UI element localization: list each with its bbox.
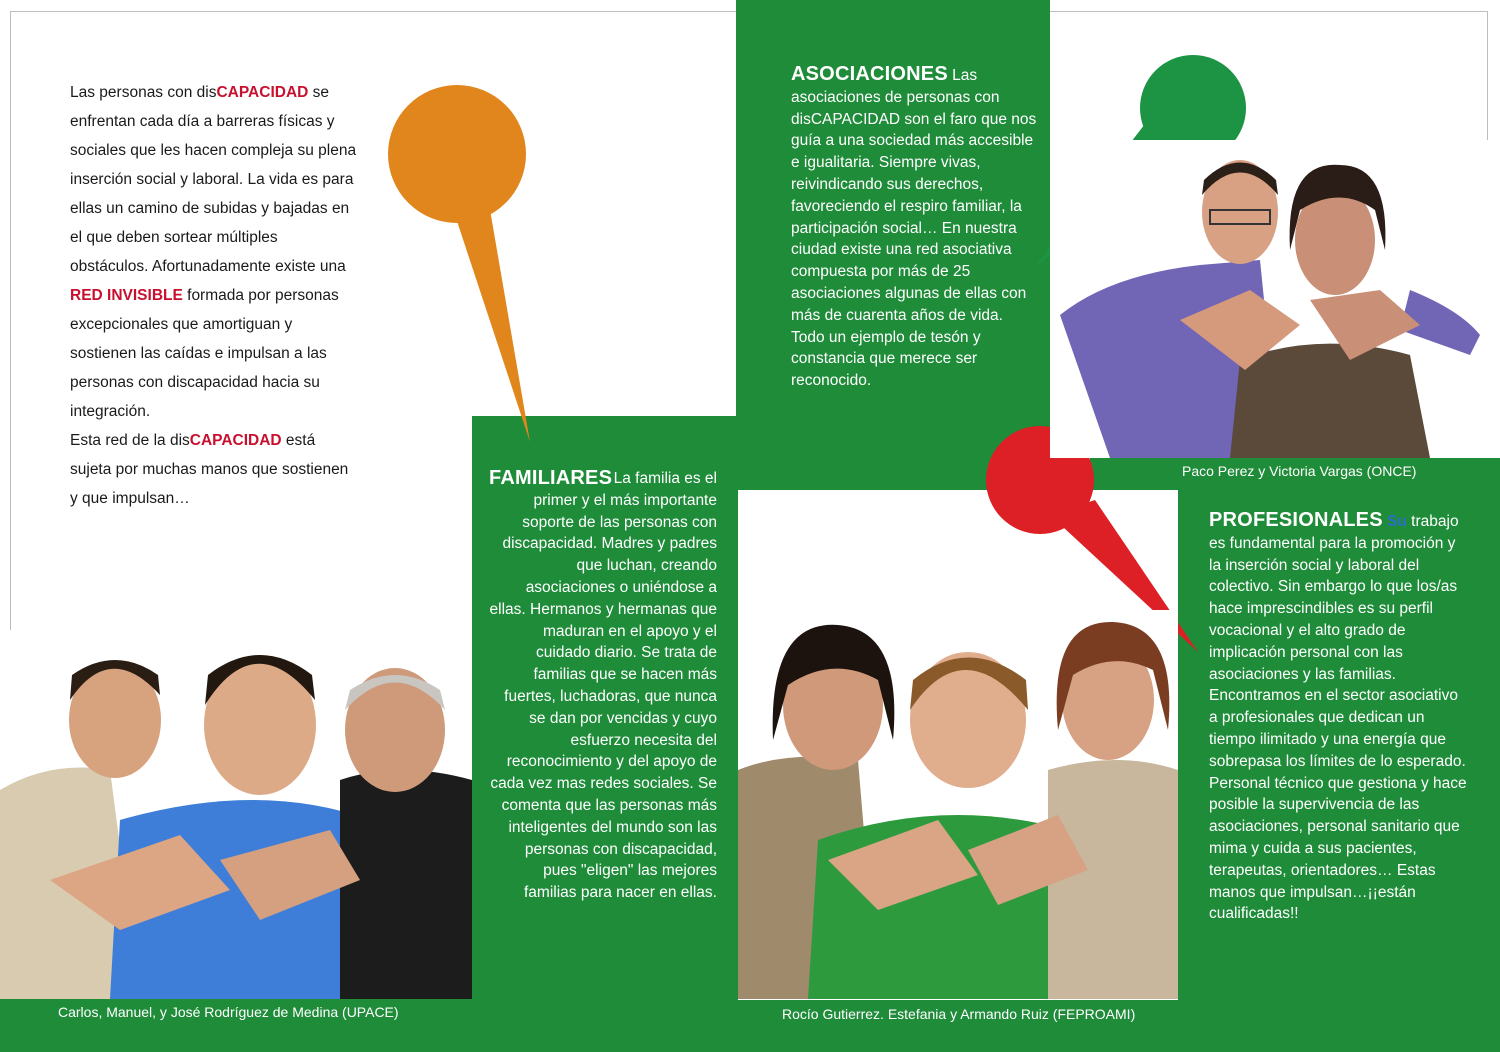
familiares-body: La familia es el primer y el más importante soporte de las personas con discapacidad. Madres y padres que luchan, creando asociaciones o uniéndose a ellas. Hermanos y hermanas que maduran en el apoyo y el cuidado diario. Se trata de familias que se hacen más fuertes, luchadoras, que nunca se dan por vencidas y cuyo esfuerzo necesita del reconocimiento y del apoyo de cada vez mas redes sociales. Se comenta que las personas más inteligentes del mundo son las personas con discapacidad, pues "eligen" las mejores familias para nacer en ellas.	[489, 470, 717, 902]
intro-second-paragraph	[70, 426, 360, 513]
intro-text-1: Las personas con dis	[70, 84, 217, 101]
asociaciones-text	[791, 64, 1037, 392]
intro-text-2: se enfrentan cada día a barreras físicas y sociales que les hacen compleja su plena inserción social y laboral. La vida es para ellas un camino de subidas y bajadas en el que deben sortear múltiples obstáculos. Afortunadamente existe una	[70, 84, 357, 275]
profesionales-text	[1209, 510, 1469, 925]
feproami-photo	[738, 610, 1178, 999]
intro-text-3: formada por personas excepcionales que amortiguan y sostienen las caídas e impulsan a las personas con discapacidad hacia su integración.	[70, 287, 339, 420]
intro-capacidad-highlight-2: CAPACIDAD	[189, 432, 282, 449]
familiares-heading: FAMILIARES	[489, 467, 613, 489]
asociaciones-body: Las asociaciones de personas con disCAPACIDAD son el faro que nos guía a una sociedad más accesible e igualitaria. Siempre vivas, reivindicando sus derechos, favoreciendo el respiro familiar, la participación social… En nuestra ciudad existe una red asociativa compuesta por más de 25 asociaciones algunas de ellas con más de cuarenta años de vida. Todo un ejemplo de tesón y constancia que merece ser reconocido.	[791, 67, 1037, 390]
profesionales-su: Su	[1382, 513, 1407, 530]
profesionales-body: trabajo es fundamental para la promoción y la inserción social y laboral del colectivo. Sin embargo lo que los/as hace imprescindibles es su perfil vocacional y el alto grado de implicación personal con las asociaciones y las familias. Encontramos en el sector asociativo a profesionales que dedican un tiempo ilimitado y una energía que sobrepasa los límites de lo esperado. Personal técnico que gestiona y hace posible la supervivencia de las asociaciones, personal sanitario que mima y cuida a sus pacientes, terapeutas, orientadores… Estas manos que impulsan…¡¡están cualificadas!!	[1209, 513, 1467, 923]
intro-text-4: Esta red de la dis	[70, 432, 190, 449]
caption-feproami: Rocío Gutierrez. Estefania y Armando Ruiz (FEPROAMI)	[782, 1006, 1136, 1022]
intro-first-paragraph	[70, 78, 360, 426]
red-invisible-highlight: RED INVISIBLE	[70, 287, 183, 304]
profesionales-heading: PROFESIONALES	[1209, 509, 1383, 531]
once-photo	[1050, 140, 1490, 458]
familiares-text	[489, 468, 717, 904]
asociaciones-heading: ASOCIACIONES	[791, 63, 948, 85]
caption-upace: Carlos, Manuel, y José Rodríguez de Medina (UPACE)	[58, 1004, 399, 1020]
caption-once: Paco Perez y Victoria Vargas (ONCE)	[1182, 463, 1417, 479]
upace-photo	[0, 630, 472, 999]
intro-capacidad-highlight: CAPACIDAD	[216, 84, 309, 101]
intro-paragraph	[70, 78, 360, 513]
intro-text-5: está sujeta por muchas manos que sostienen y que impulsan…	[70, 432, 349, 507]
orange-balloon	[380, 80, 540, 450]
